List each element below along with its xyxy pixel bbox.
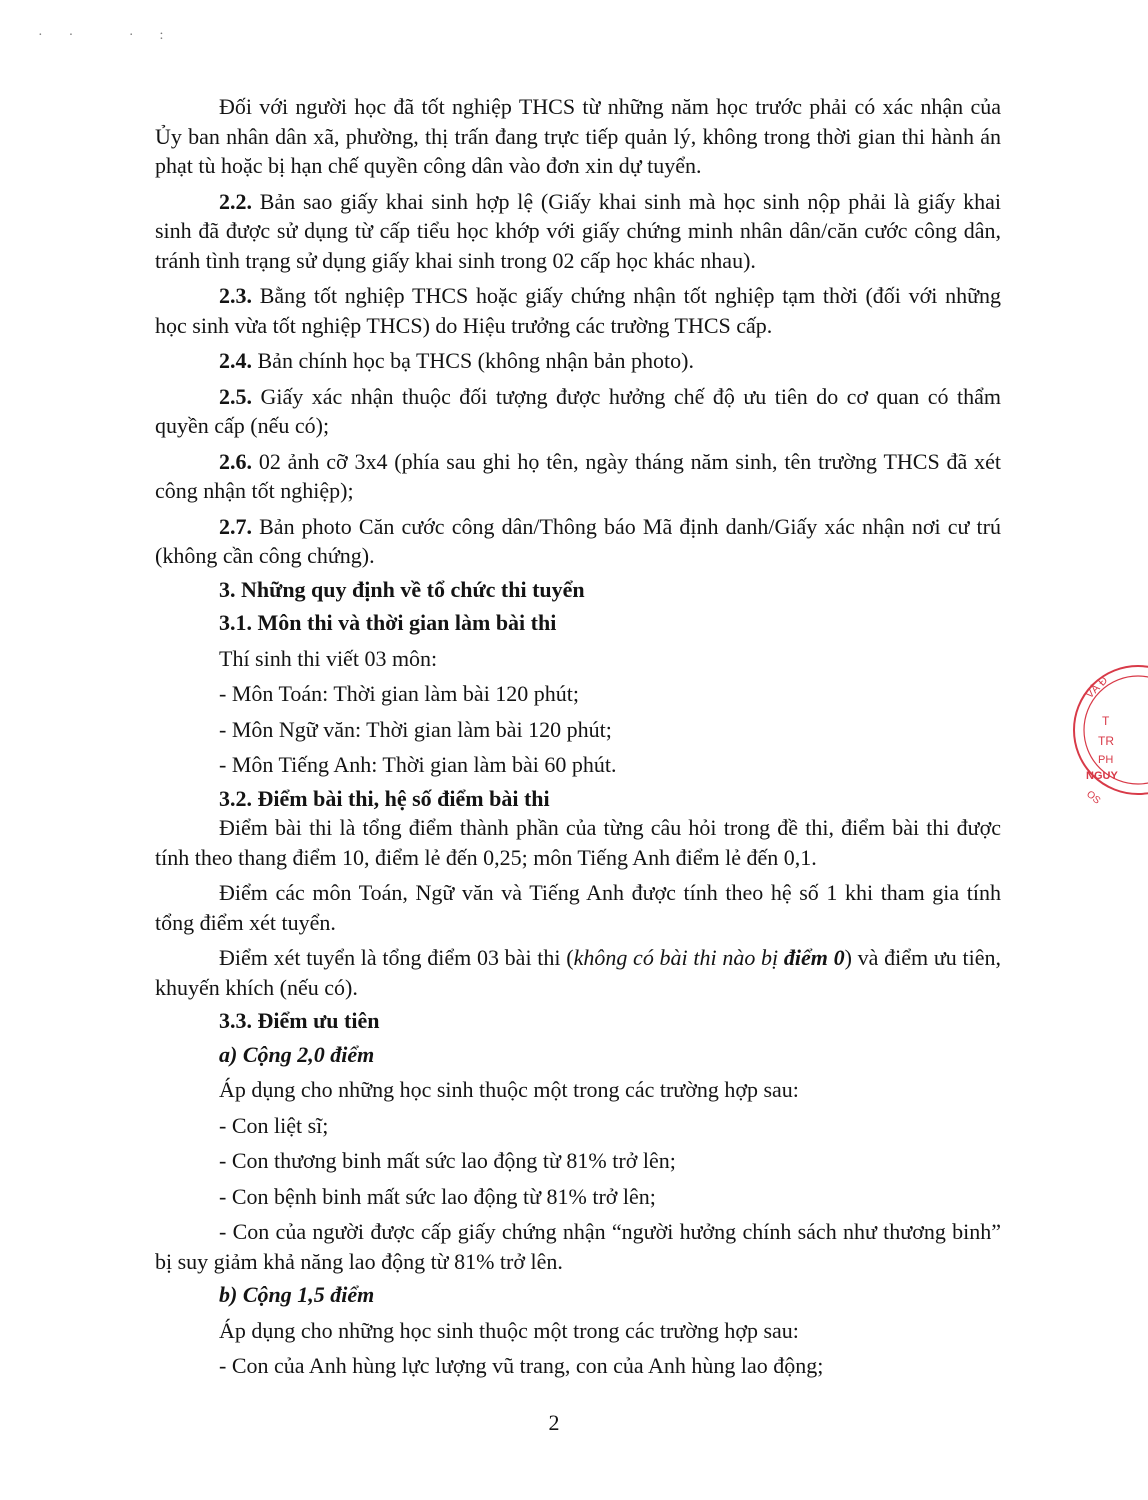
page-body xyxy=(155,92,1001,1381)
paragraph-graduated-prior-years: Đối với người học đã tốt nghiệp THCS từ những năm học trước phải có xác nhận của Ủy ban nhân dân xã, phường, thị trấn đang trực tiếp quản lý, không trong thời gian thi hành án phạt tù hoặc bị hạn chế quyền công dân vào đơn xin dự tuyển. xyxy=(155,94,1001,178)
admission-text-end: ) và điểm ưu tiên, khuyến khích (nếu có). xyxy=(155,945,1001,1000)
item-2-7 xyxy=(155,512,1001,571)
item-number: 2.3. xyxy=(219,283,252,308)
svg-text:VÀ Đ: VÀ Đ xyxy=(1083,674,1111,702)
section-3-1-heading: 3.1. Môn thi và thời gian làm bài thi xyxy=(219,610,557,635)
paragraph-exam-score: Điểm bài thi là tổng điểm thành phần của từng câu hỏi trong đề thi, điểm bài thi được tính theo thang điểm 10, điểm lẻ đến 0,25; môn Tiếng Anh điểm lẻ đến 0,1. xyxy=(155,815,1001,870)
case-hero-child: - Con của Anh hùng lực lượng vũ trang, con của Anh hùng lao động; xyxy=(219,1353,824,1378)
svg-text:OS: OS xyxy=(1084,788,1103,807)
item-2-6 xyxy=(155,447,1001,506)
item-2-5 xyxy=(155,382,1001,441)
section-3-heading: 3. Những quy định về tổ chức thi tuyển xyxy=(219,576,585,602)
subject-literature: - Môn Ngữ văn: Thời gian làm bài 120 phút; xyxy=(219,716,612,742)
item-2-3 xyxy=(155,281,1001,340)
section-3-2-heading: 3.2. Điểm bài thi, hệ số điểm bài thi xyxy=(219,785,550,811)
subject-english: - Môn Tiếng Anh: Thời gian làm bài 60 phút. xyxy=(219,752,617,777)
apply-intro-a: Áp dụng cho những học sinh thuộc một trong các trường hợp sau: xyxy=(219,1077,799,1102)
case-sick-soldier-child: - Con bệnh binh mất sức lao động từ 81% trở lên; xyxy=(219,1183,656,1209)
admission-text-start: Điểm xét tuyển là tổng điểm 03 bài thi ( xyxy=(219,945,574,970)
paragraph-coefficient: Điểm các môn Toán, Ngữ văn và Tiếng Anh được tính theo hệ số 1 khi tham gia tính tổng điểm xét tuyển. xyxy=(155,880,1001,935)
admission-note-bold: điểm 0 xyxy=(783,945,845,970)
case-policy-beneficiary-child: - Con của người được cấp giấy chứng nhận “người hưởng chính sách như thương binh” bị suy giảm khả năng lao động từ 81% trở lên. xyxy=(155,1219,1001,1274)
item-2-4 xyxy=(155,346,1001,376)
item-text: Bằng tốt nghiệp THCS hoặc giấy chứng nhận tốt nghiệp tạm thời (đối với những học sinh vừa tốt nghiệp THCS) do Hiệu trưởng các trường THCS cấp. xyxy=(155,283,1002,338)
page-number: 2 xyxy=(548,1410,560,1435)
item-number: 2.5. xyxy=(219,383,252,409)
case-war-invalid-child: - Con thương binh mất sức lao động từ 81% trở lên; xyxy=(219,1148,676,1173)
svg-text:NGUY: NGUY xyxy=(1086,770,1118,782)
item-text: 02 ảnh cỡ 3x4 (phía sau ghi họ tên, ngày tháng năm sinh, tên trường THCS đã xét công nhận tốt nghiệp); xyxy=(155,448,1001,503)
item-number: 2.7. xyxy=(219,513,252,539)
item-text: Bản chính học bạ THCS (không nhận bản photo). xyxy=(257,348,694,373)
exam-subjects-intro: Thí sinh thi viết 03 môn: xyxy=(219,645,438,671)
item-text: Bản photo Căn cước công dân/Thông báo Mã định danh/Giấy xác nhận nơi cư trú (không cần công chứng). xyxy=(155,513,1001,568)
official-seal-stamp xyxy=(1068,655,1148,805)
subheading-a: a) Cộng 2,0 điểm xyxy=(219,1041,375,1067)
svg-text:T: T xyxy=(1102,714,1110,728)
paragraph-admission-score xyxy=(155,943,1001,1002)
section-3-3-heading: 3.3. Điểm ưu tiên xyxy=(219,1008,380,1033)
subheading-b: b) Cộng 1,5 điểm xyxy=(219,1282,375,1307)
item-text: Bản sao giấy khai sinh hợp lệ (Giấy khai sinh mà học sinh nộp phải là giấy khai sinh đã được sử dụng từ cấp tiểu học khớp với giấy chứng minh nhân dân/căn cước công dân, tránh tình trạng sử dụng giấy khai sinh trong 02 cấp học khác nhau). xyxy=(155,188,1002,273)
item-number: 2.6. xyxy=(219,448,252,474)
svg-text:TR: TR xyxy=(1098,734,1114,748)
item-text: Giấy xác nhận thuộc đối tượng được hưởng chế độ ưu tiên do cơ quan có thẩm quyền cấp (nếu có); xyxy=(155,383,1002,438)
scan-specks: ·· ·: xyxy=(38,28,190,43)
admission-note: không có bài thi nào bị xyxy=(573,945,784,970)
case-martyr-child: - Con liệt sĩ; xyxy=(219,1112,329,1138)
item-number: 2.2. xyxy=(219,188,252,214)
item-2-2 xyxy=(155,187,1001,276)
svg-text:PH: PH xyxy=(1098,754,1114,766)
apply-intro-b: Áp dụng cho những học sinh thuộc một trong các trường hợp sau: xyxy=(219,1317,799,1343)
subject-math: - Môn Toán: Thời gian làm bài 120 phút; xyxy=(219,681,580,706)
item-number: 2.4. xyxy=(219,348,252,373)
